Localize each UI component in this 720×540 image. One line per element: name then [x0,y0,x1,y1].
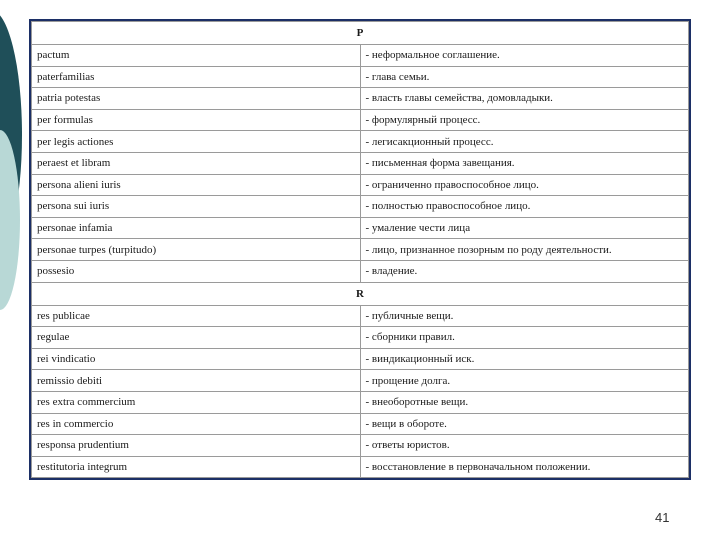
definition-cell: - лицо, признанное позорным по роду деятельности. [360,239,689,261]
term-cell: regulae [32,327,361,349]
table-row [32,370,689,392]
table-row [32,435,689,457]
term-cell: res publicae [32,305,361,327]
term-cell: persona sui iuris [32,196,361,218]
table-row [32,88,689,110]
section-letter: P [32,22,689,45]
table-row [32,131,689,153]
definition-cell: - легисакционный процесс. [360,131,689,153]
term-cell: peraest et libram [32,152,361,174]
definition-cell: - внеоборотные вещи. [360,391,689,413]
table-row [32,152,689,174]
definition-cell: - ответы юристов. [360,435,689,457]
definition-cell: - умаление чести лица [360,217,689,239]
term-cell: patria potestas [32,88,361,110]
term-cell: remissio debiti [32,370,361,392]
term-cell: paterfamilias [32,66,361,88]
definition-cell: - публичные вещи. [360,305,689,327]
term-cell: res extra commercium [32,391,361,413]
table-row [32,456,689,478]
table-row [32,305,689,327]
term-cell: res in commercio [32,413,361,435]
definition-cell: - владение. [360,260,689,282]
term-cell: per formulas [32,109,361,131]
table-row [32,327,689,349]
table-row [32,45,689,67]
table-row [32,109,689,131]
definition-cell: - вещи в обороте. [360,413,689,435]
table-row [32,391,689,413]
definition-cell: - виндикационный иск. [360,348,689,370]
glossary-table [31,21,689,478]
term-cell: pactum [32,45,361,67]
term-cell: responsa prudentium [32,435,361,457]
term-cell: restitutoria integrum [32,456,361,478]
table-row [32,196,689,218]
section-header-row [32,282,689,305]
term-cell: personae turpes (turpitudo) [32,239,361,261]
section-letter: R [32,282,689,305]
definition-cell: - прощение долга. [360,370,689,392]
definition-cell: - полностью правоспособное лицо. [360,196,689,218]
table-row [32,174,689,196]
definition-cell: - восстановление в первоначальном положении. [360,456,689,478]
term-cell: possesio [32,260,361,282]
definition-cell: - формулярный процесс. [360,109,689,131]
definition-cell: - письменная форма завещания. [360,152,689,174]
table-row [32,413,689,435]
definition-cell: - сборники правил. [360,327,689,349]
term-cell: persona alieni iuris [32,174,361,196]
table-row [32,66,689,88]
term-cell: rei vindicatio [32,348,361,370]
table-row [32,217,689,239]
definition-cell: - неформальное соглашение. [360,45,689,67]
table-row [32,239,689,261]
section-header-row [32,22,689,45]
glossary-frame [29,19,691,480]
term-cell: per legis actiones [32,131,361,153]
table-row [32,348,689,370]
term-cell: personae infamia [32,217,361,239]
definition-cell: - ограниченно правоспособное лицо. [360,174,689,196]
table-row [32,260,689,282]
definition-cell: - глава семьи. [360,66,689,88]
page-number: 41 [655,510,670,525]
definition-cell: - власть главы семейства, домовладыки. [360,88,689,110]
